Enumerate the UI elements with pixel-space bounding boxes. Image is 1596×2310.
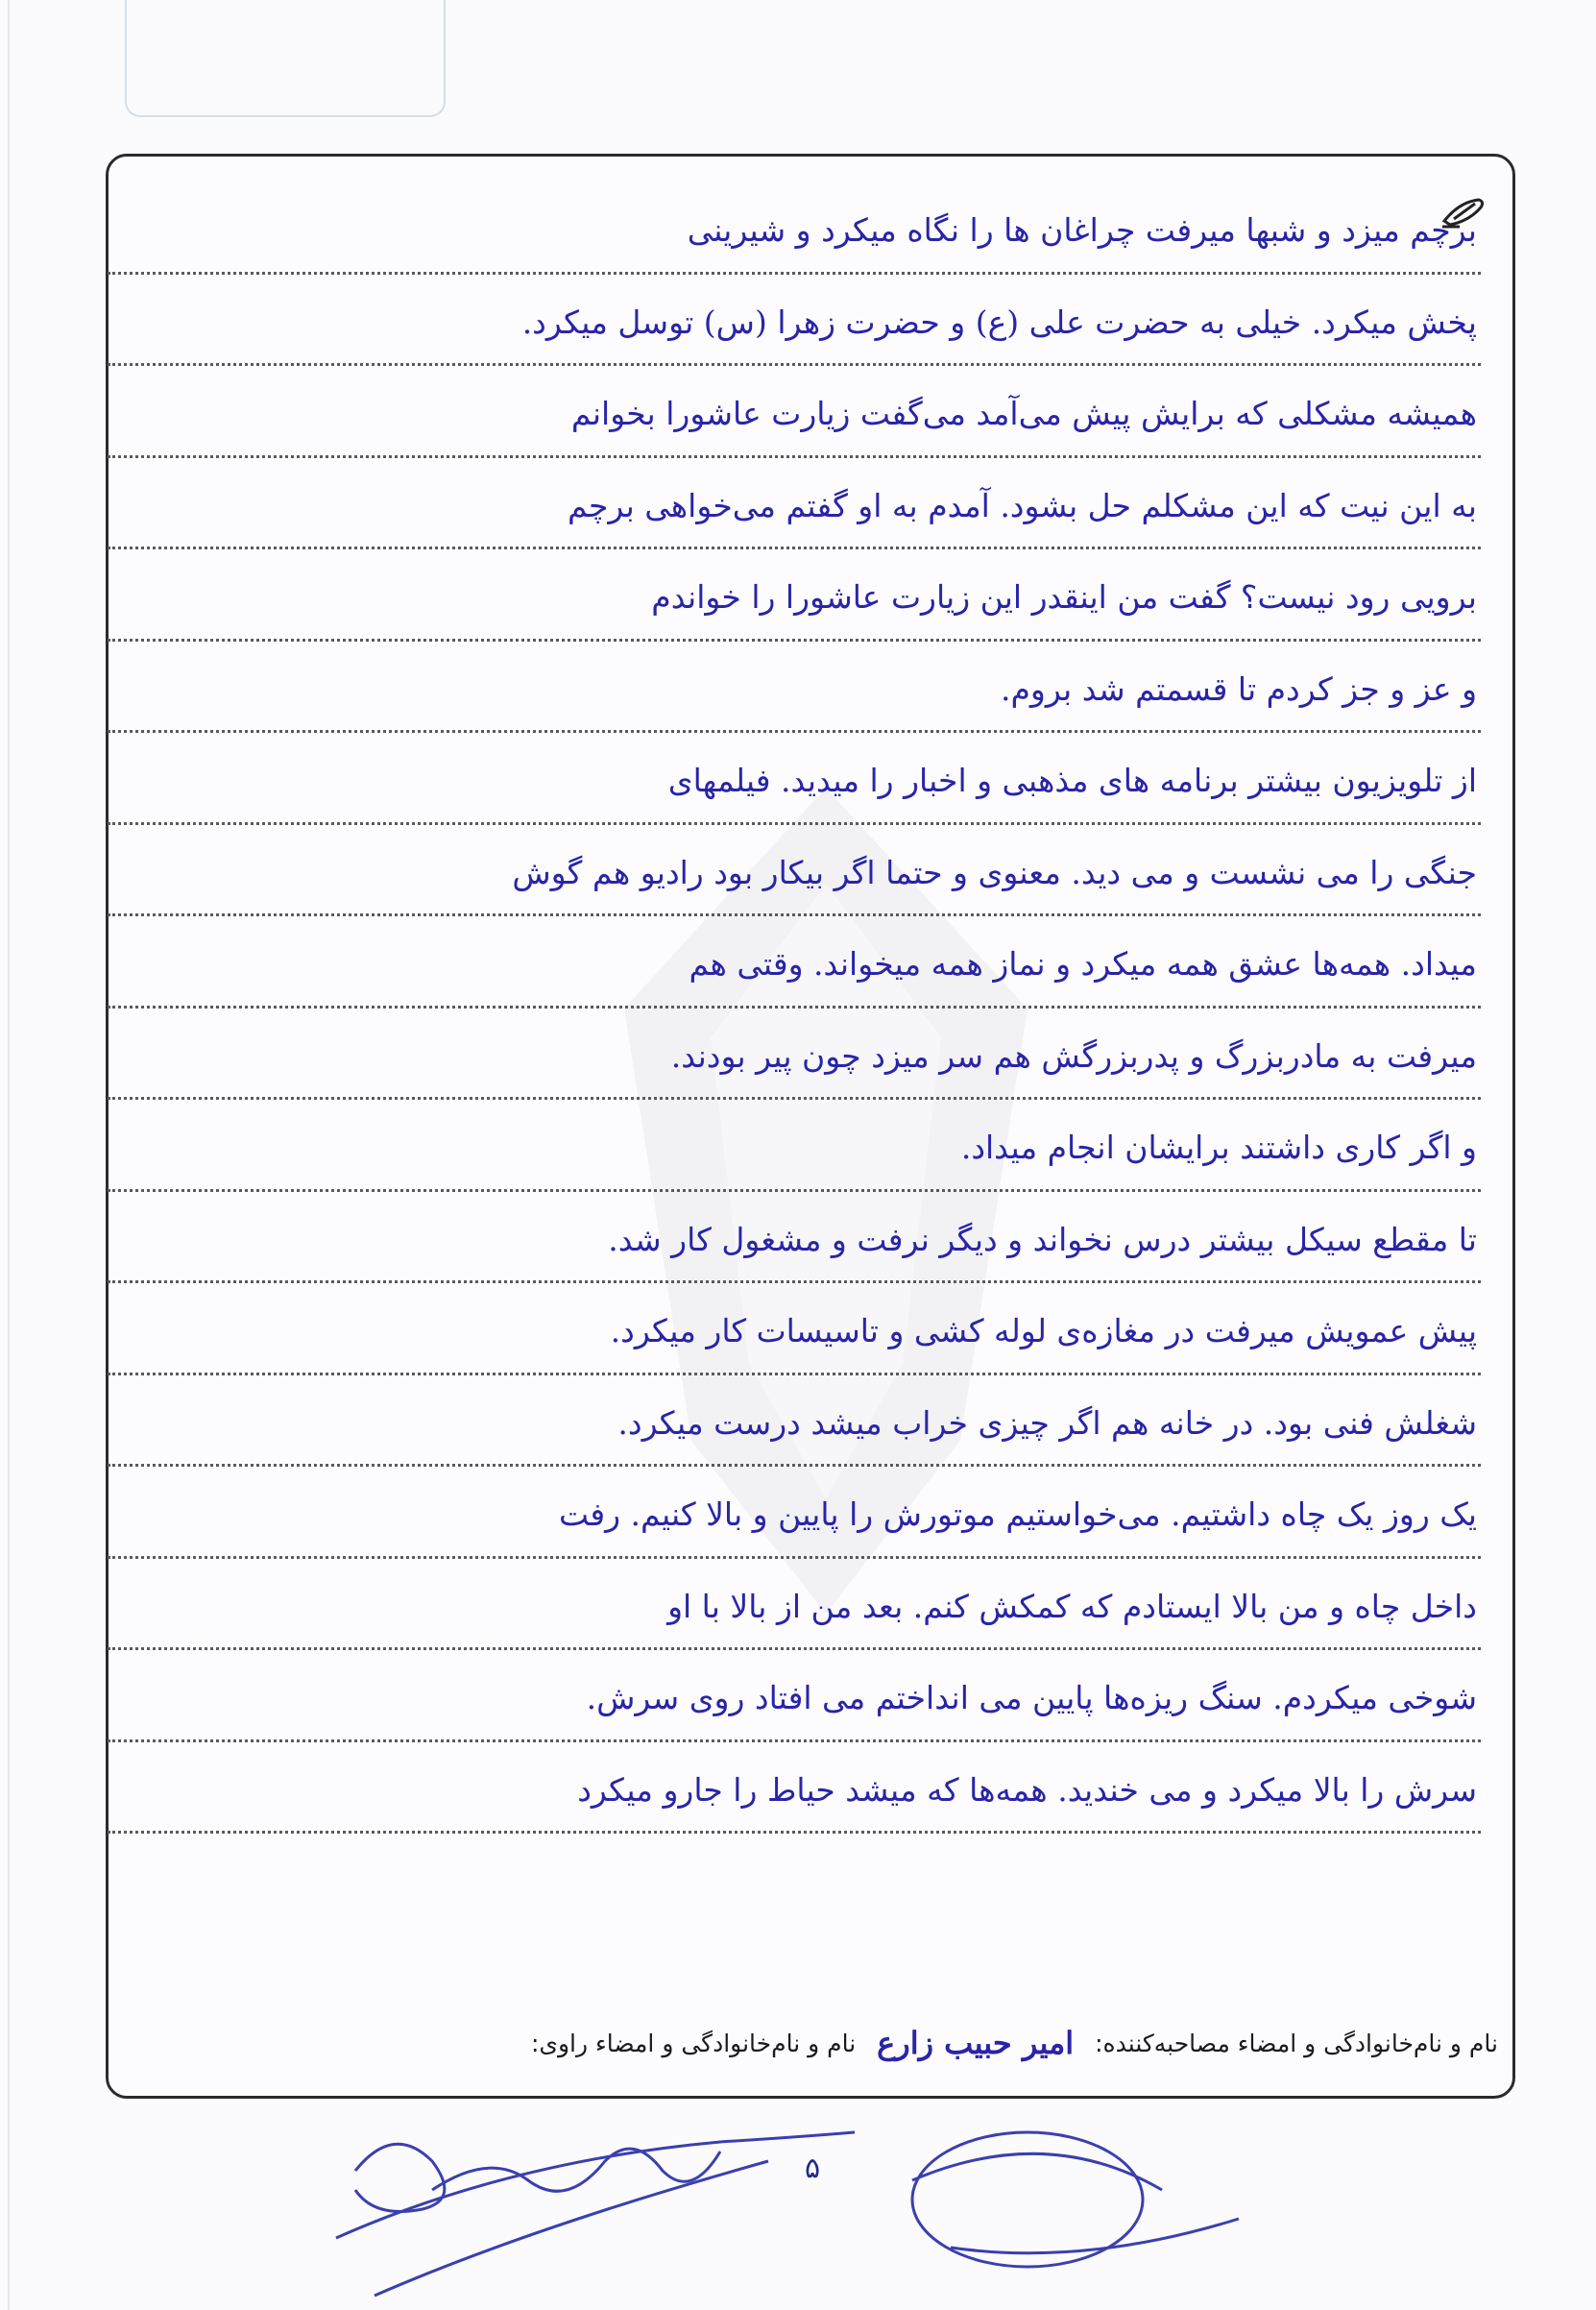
narrator-label: نام و نام‌خانوادگی و امضاء راوی: xyxy=(530,2029,857,2057)
text-line-content: همیشه مشکلی که برایش پیش می‌آمد می‌گفت زیارت عاشورا بخوانم xyxy=(570,395,1477,432)
signature-right xyxy=(912,2132,1239,2267)
text-line-content: پیش عمویش میرفت در مغازه‌ی لوله کشی و تاسیسات کار میکرد. xyxy=(610,1312,1477,1350)
text-line-content: سرش را بالا میکرد و می خندید. همه‌ها که میشد حیاط را جارو میکرد xyxy=(577,1770,1477,1809)
text-line-content: پخش میکرد. خیلی به حضرت علی (ع) و حضرت زهرا (س) توسل میکرد. xyxy=(521,303,1477,341)
text-line-content: یک روز یک چاه داشتیم. می‌خواستیم موتورش را پایین و بالا کنیم. رفت xyxy=(558,1495,1477,1533)
text-line xyxy=(108,1009,1481,1101)
handwritten-text xyxy=(108,182,1481,1834)
text-line-content: به این نیت که این مشکلم حل بشود. آمدم به او گفتم می‌خواهی برچم xyxy=(568,486,1477,524)
text-line-content: جنگی را می نشست و می دید. معنوی و حتما اگر بیکار بود رادیو هم گوش xyxy=(512,853,1477,891)
text-line-content: میرفت به مادربزرگ و پدربزرگش هم سر میزد چون پیر بودند. xyxy=(670,1036,1477,1075)
text-line-content: شوخی میکردم. سنگ ریزه‌ها پایین می انداختم می افتاد روی سرش. xyxy=(586,1679,1477,1716)
text-line-content: برویی رود نیست؟ گفت من اینقدر این زیارت عاشورا را خواندم xyxy=(651,578,1477,616)
text-line xyxy=(108,1559,1481,1651)
text-line xyxy=(108,733,1481,825)
text-line xyxy=(108,182,1481,275)
text-line-content: از تلویزیون بیشتر برنامه های مذهبی و اخبار را میدید. فیلمهای xyxy=(667,762,1477,799)
text-line xyxy=(108,1650,1481,1742)
text-line-content: تا مقطع سیکل بیشتر درس نخواند و دیگر نرفت و مشغول کار شد. xyxy=(608,1220,1477,1258)
page-number: ۵ xyxy=(805,2152,821,2185)
text-line xyxy=(108,275,1481,367)
text-line xyxy=(108,1192,1481,1284)
binder-edge xyxy=(8,0,10,2310)
signature-labels xyxy=(125,2025,1498,2075)
text-line xyxy=(108,825,1481,917)
text-line xyxy=(108,549,1481,642)
text-line-content: برچم میزد و شبها میرفت چراغان ها را نگاه میکرد و شیرینی xyxy=(687,211,1477,249)
text-line xyxy=(108,1742,1481,1835)
handwritten-name: امیر حبیب زارع xyxy=(877,2025,1075,2061)
text-line xyxy=(108,458,1481,550)
text-line-content: و عز و جز کردم تا قسمتم شد بروم. xyxy=(1000,669,1477,708)
text-line-content: میداد. همه‌ها عشق همه میکرد و نماز همه میخواند. وقتی هم xyxy=(689,945,1477,983)
text-line xyxy=(108,1375,1481,1468)
text-line-content: داخل چاه و من بالا ایستادم که کمکش کنم. بعد من از بالا با او xyxy=(667,1587,1477,1625)
text-line xyxy=(108,1467,1481,1559)
text-line xyxy=(108,366,1481,458)
text-line xyxy=(108,1283,1481,1375)
text-line-content: و اگر کاری داشتند برایشان انجام میداد. xyxy=(960,1129,1477,1166)
interviewer-label: نام و نام‌خانوادگی و امضاء مصاحبه‌کننده: xyxy=(1095,2029,1498,2057)
text-line xyxy=(108,1100,1481,1192)
signature-left xyxy=(336,2132,855,2296)
faded-stamp xyxy=(125,0,446,117)
signature-area xyxy=(317,2103,1277,2305)
text-line xyxy=(108,642,1481,734)
text-line xyxy=(108,916,1481,1009)
text-line-content: شغلش فنی بود. در خانه هم اگر چیزی خراب میشد درست میکرد. xyxy=(617,1403,1477,1442)
